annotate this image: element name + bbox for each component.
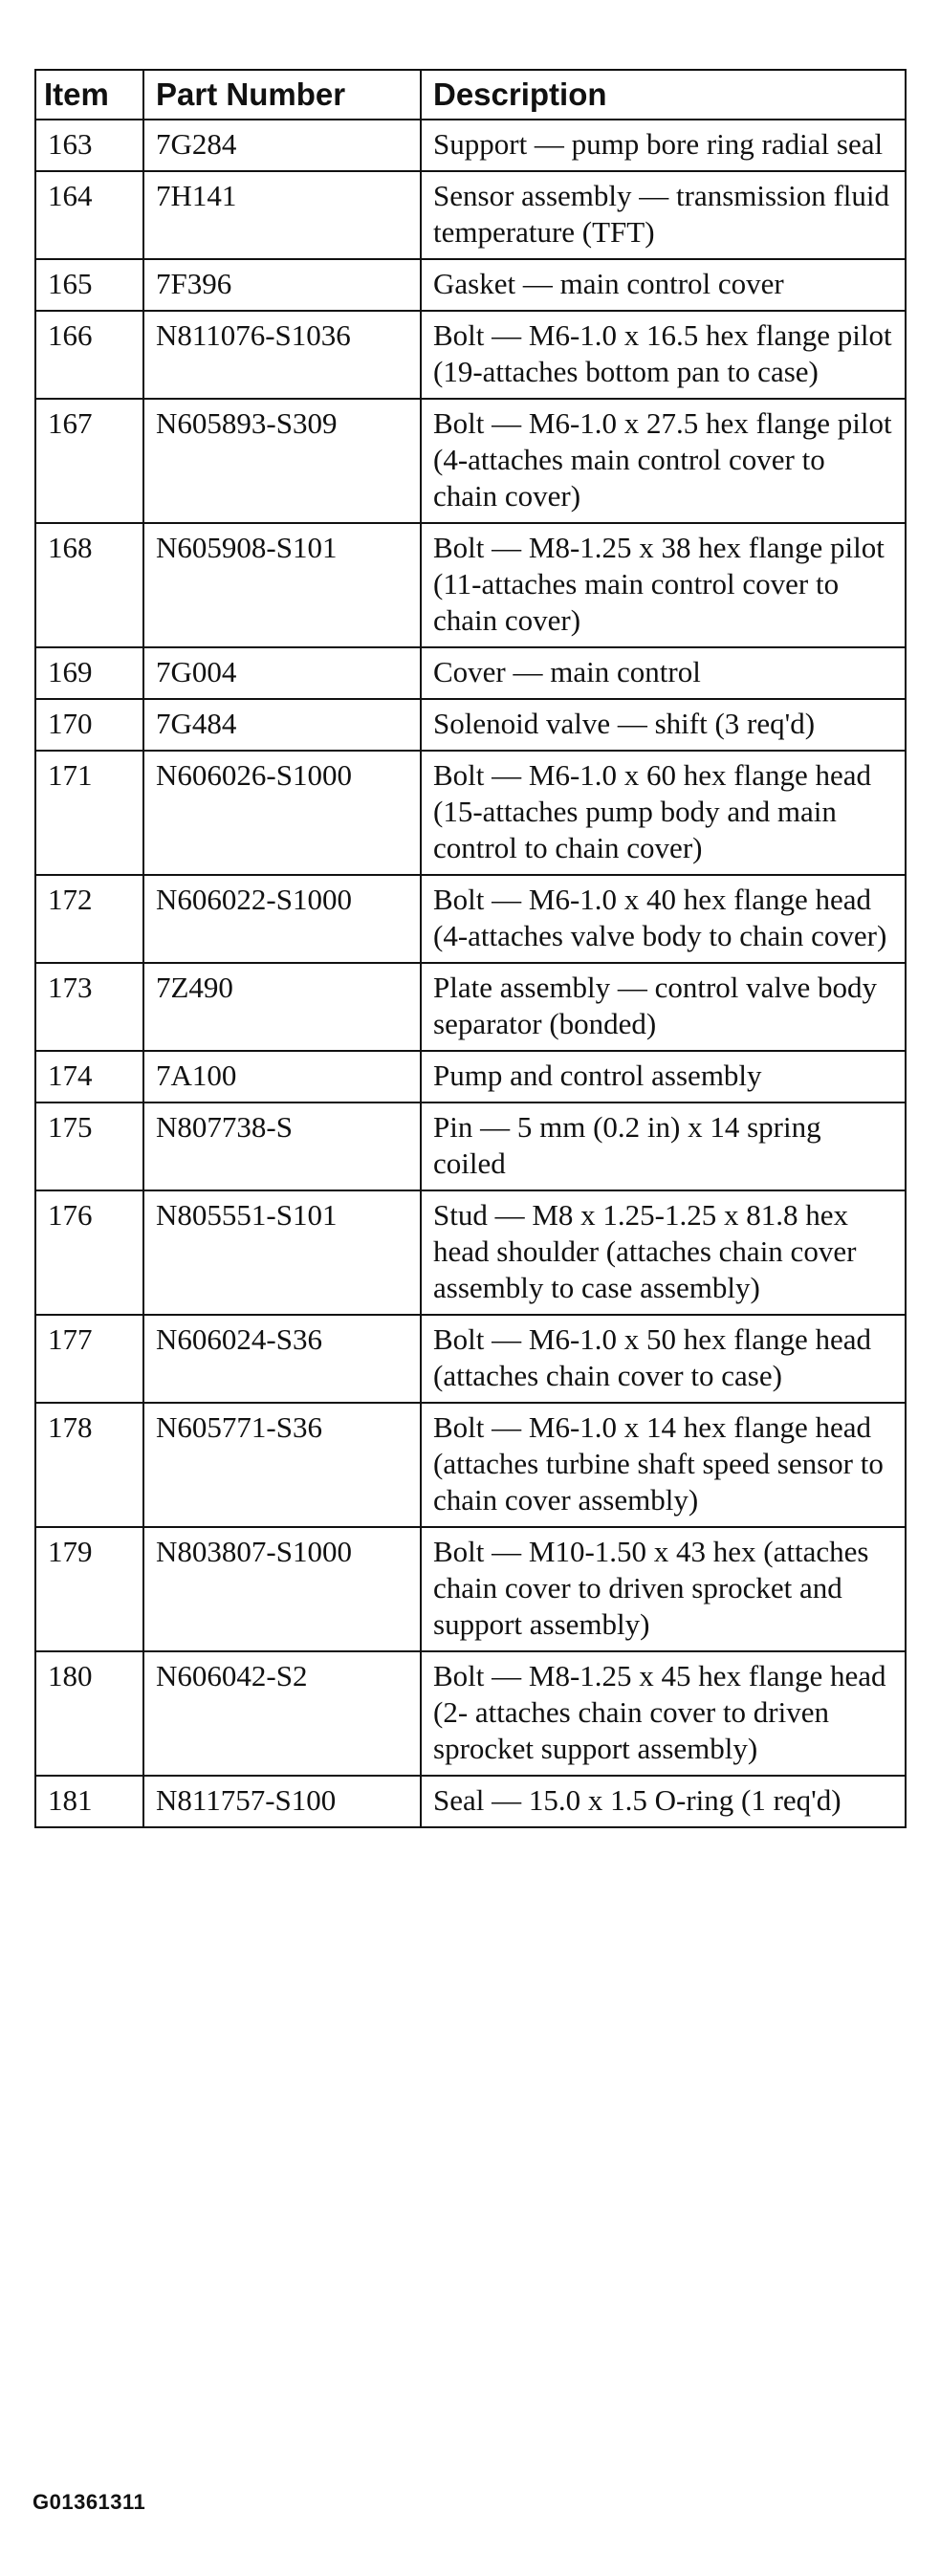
cell-item: 164 [35,171,143,259]
cell-part-number: N811076-S1036 [143,311,421,399]
cell-description: Pump and control assembly [421,1051,906,1102]
cell-item: 180 [35,1651,143,1776]
cell-item: 179 [35,1527,143,1651]
cell-part-number: N606022-S1000 [143,875,421,963]
table-row [35,1403,906,1527]
table-row [35,171,906,259]
cell-part-number: N605908-S101 [143,523,421,647]
cell-description: Stud — M8 x 1.25-1.25 x 81.8 hex head shoulder (attaches chain cover assembly to case assembly) [421,1190,906,1315]
cell-part-number: 7Z490 [143,963,421,1051]
table-row [35,1051,906,1102]
cell-part-number: N606042-S2 [143,1651,421,1776]
cell-item: 173 [35,963,143,1051]
cell-description: Bolt — M6-1.0 x 14 hex flange head (attaches turbine shaft speed sensor to chain cover assembly) [421,1403,906,1527]
table-row [35,1527,906,1651]
cell-description: Plate assembly — control valve body separator (bonded) [421,963,906,1051]
cell-item: 170 [35,699,143,751]
header-item: Item [35,70,143,120]
cell-item: 175 [35,1102,143,1190]
table-row [35,120,906,171]
table-row [35,1190,906,1315]
table-row [35,699,906,751]
cell-description: Bolt — M8-1.25 x 45 hex flange head (2- attaches chain cover to driven sprocket support assembly) [421,1651,906,1776]
cell-description: Bolt — M6-1.0 x 50 hex flange head (attaches chain cover to case) [421,1315,906,1403]
cell-part-number: N811757-S100 [143,1776,421,1827]
table-row [35,963,906,1051]
cell-description: Support — pump bore ring radial seal [421,120,906,171]
table-row [35,751,906,875]
parts-table-body [35,120,906,1827]
cell-description: Solenoid valve — shift (3 req'd) [421,699,906,751]
cell-part-number: 7A100 [143,1051,421,1102]
cell-item: 165 [35,259,143,311]
cell-part-number: 7F396 [143,259,421,311]
cell-part-number: 7G484 [143,699,421,751]
cell-description: Bolt — M10-1.50 x 43 hex (attaches chain cover to driven sprocket and support assembly) [421,1527,906,1651]
cell-description: Bolt — M8-1.25 x 38 hex flange pilot (11-attaches main control cover to chain cover) [421,523,906,647]
table-row [35,523,906,647]
table-row [35,875,906,963]
cell-description: Gasket — main control cover [421,259,906,311]
header-part-number: Part Number [143,70,421,120]
cell-item: 167 [35,399,143,523]
table-row [35,1651,906,1776]
table-row [35,1315,906,1403]
cell-item: 177 [35,1315,143,1403]
cell-part-number: 7H141 [143,171,421,259]
cell-part-number: N606024-S36 [143,1315,421,1403]
cell-item: 166 [35,311,143,399]
table-row [35,647,906,699]
table-row [35,1102,906,1190]
cell-item: 163 [35,120,143,171]
cell-item: 176 [35,1190,143,1315]
cell-part-number: N807738-S [143,1102,421,1190]
table-header-row [35,70,906,120]
cell-item: 178 [35,1403,143,1527]
table-row [35,311,906,399]
cell-description: Bolt — M6-1.0 x 60 hex flange head (15-attaches pump body and main control to chain cover) [421,751,906,875]
parts-table-container [34,69,905,1828]
cell-part-number: N605771-S36 [143,1403,421,1527]
table-row [35,1776,906,1827]
cell-item: 172 [35,875,143,963]
cell-part-number: 7G004 [143,647,421,699]
cell-item: 181 [35,1776,143,1827]
cell-part-number: 7G284 [143,120,421,171]
cell-item: 168 [35,523,143,647]
cell-description: Bolt — M6-1.0 x 27.5 hex flange pilot (4-attaches main control cover to chain cover) [421,399,906,523]
cell-item: 174 [35,1051,143,1102]
cell-part-number: N805551-S101 [143,1190,421,1315]
cell-item: 171 [35,751,143,875]
cell-item: 169 [35,647,143,699]
table-row [35,399,906,523]
cell-description: Bolt — M6-1.0 x 16.5 hex flange pilot (19-attaches bottom pan to case) [421,311,906,399]
header-description: Description [421,70,906,120]
table-row [35,259,906,311]
cell-description: Bolt — M6-1.0 x 40 hex flange head (4-attaches valve body to chain cover) [421,875,906,963]
cell-description: Pin — 5 mm (0.2 in) x 14 spring coiled [421,1102,906,1190]
figure-code: G01361311 [33,2490,146,2514]
cell-part-number: N803807-S1000 [143,1527,421,1651]
cell-description: Seal — 15.0 x 1.5 O-ring (1 req'd) [421,1776,906,1827]
cell-part-number: N605893-S309 [143,399,421,523]
parts-table [34,69,907,1828]
cell-description: Cover — main control [421,647,906,699]
cell-part-number: N606026-S1000 [143,751,421,875]
cell-description: Sensor assembly — transmission fluid temperature (TFT) [421,171,906,259]
